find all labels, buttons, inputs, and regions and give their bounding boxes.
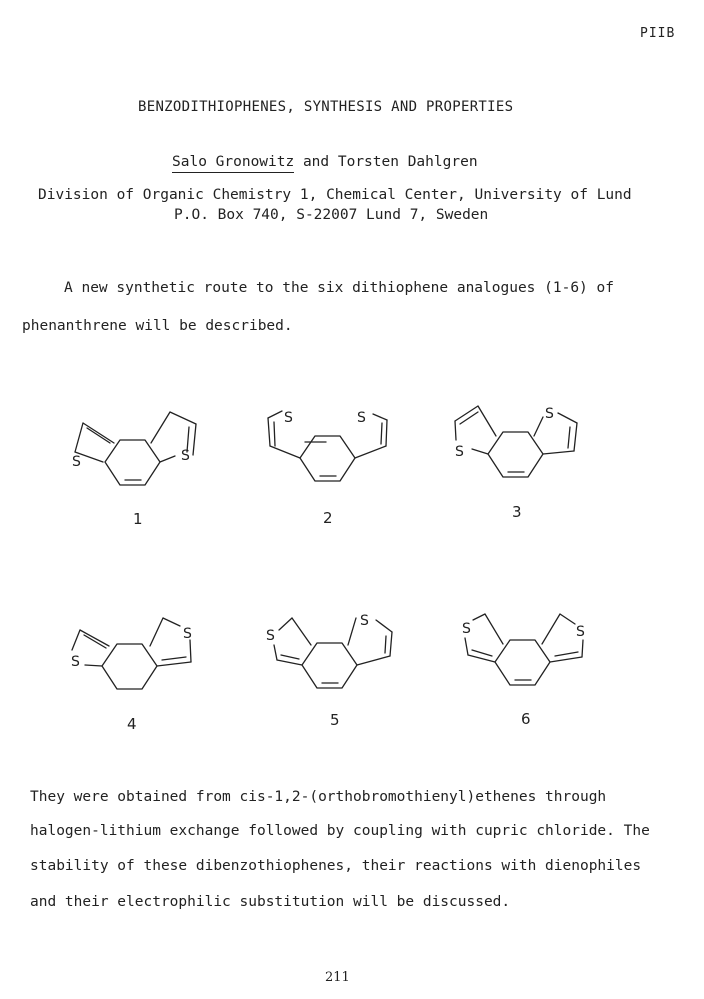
s-label-5a: S	[266, 628, 275, 644]
author-primary: Salo Gronowitz	[172, 154, 294, 173]
s-label-1a: S	[72, 454, 81, 470]
affiliation-line-2: P.O. Box 740, S-22007 Lund 7, Sweden	[174, 207, 489, 223]
paper-title: BENZODITHIOPHENES, SYNTHESIS AND PROPERTIES	[138, 99, 514, 115]
compound-number-1: 1	[133, 510, 143, 528]
compound-number-4: 4	[127, 715, 137, 733]
compound-number-6: 6	[521, 710, 531, 728]
s-label-3a: S	[455, 444, 464, 460]
page-code: PIIB	[640, 26, 676, 41]
s-label-1b: S	[181, 448, 190, 464]
compound-number-3: 3	[512, 503, 522, 521]
s-label-2a: S	[284, 410, 293, 426]
structure-6-drawing	[465, 614, 583, 685]
intro-line-2: phenanthrene will be described.	[22, 318, 293, 334]
structure-1-drawing	[75, 412, 196, 485]
s-label-4a: S	[71, 654, 80, 670]
compound-numbers	[127, 503, 531, 733]
author-secondary: and Torsten Dahlgren	[294, 154, 478, 170]
affiliation-line-1: Division of Organic Chemistry 1, Chemical Center, University of Lund	[38, 187, 632, 203]
compound-number-2: 2	[323, 509, 333, 527]
body-line-2: halogen-lithium exchange followed by coupling with cupric chloride. The	[30, 823, 650, 839]
body-line-4: and their electrophilic substitution will be discussed.	[30, 894, 511, 910]
s-label-6b: S	[576, 624, 585, 640]
page-number: 211	[325, 970, 350, 985]
structure-5-drawing	[274, 618, 392, 688]
s-label-2b: S	[357, 410, 366, 426]
s-label-4b: S	[183, 626, 192, 642]
body-line-1: They were obtained from cis-1,2-(orthobromothienyl)ethenes through	[30, 789, 607, 805]
intro-line-1: A new synthetic route to the six dithiophene analogues (1-6) of	[64, 280, 614, 296]
compound-number-5: 5	[330, 711, 340, 729]
structure-3-drawing	[455, 406, 577, 477]
body-line-3: stability of these dibenzothiophenes, their reactions with dienophiles	[30, 858, 642, 874]
s-label-5b: S	[360, 613, 369, 629]
structure-4-drawing	[72, 618, 191, 689]
s-label-6a: S	[462, 621, 471, 637]
s-label-3b: S	[545, 406, 554, 422]
